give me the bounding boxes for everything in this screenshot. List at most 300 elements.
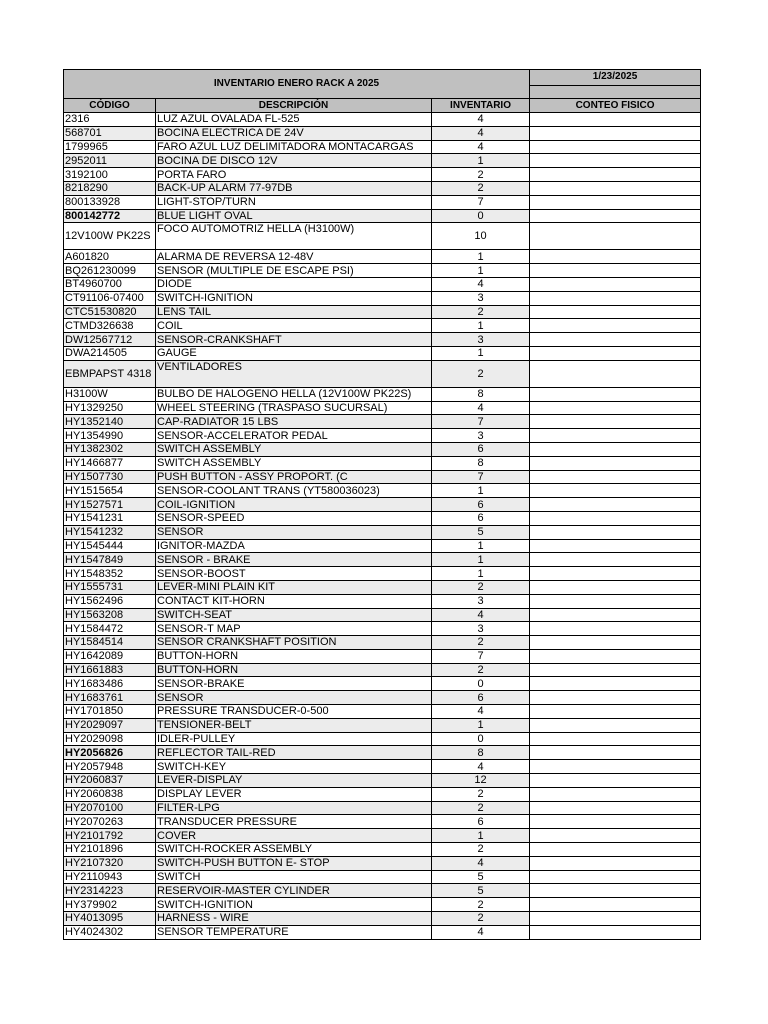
table-row	[64, 360, 701, 387]
inventory-cell: 10	[432, 223, 530, 250]
description-cell: SENSOR (MULTIPLE DE ESCAPE PSI)	[156, 264, 432, 278]
physical-count-cell	[530, 140, 701, 154]
table-row	[64, 525, 701, 539]
code-cell: HY2070100	[64, 801, 156, 815]
table-row	[64, 705, 701, 719]
inventory-cell: 7	[432, 649, 530, 663]
code-cell: 2952011	[64, 154, 156, 168]
inventory-cell: 1	[432, 346, 530, 360]
inventory-cell: 1	[432, 319, 530, 333]
table-row	[64, 898, 701, 912]
sheet-date: 1/23/2025	[530, 70, 701, 86]
physical-count-cell	[530, 360, 701, 387]
inventory-cell: 4	[432, 925, 530, 939]
code-cell: HY2056826	[64, 746, 156, 760]
inventory-cell: 6	[432, 511, 530, 525]
inventory-cell: 4	[432, 705, 530, 719]
code-cell: 800133928	[64, 195, 156, 209]
table-row	[64, 884, 701, 898]
description-cell: SWITCH-ROCKER ASSEMBLY	[156, 843, 432, 857]
physical-count-cell	[530, 250, 701, 264]
physical-count-cell	[530, 746, 701, 760]
description-cell: BACK-UP ALARM 77-97DB	[156, 181, 432, 195]
code-cell: HY1545444	[64, 539, 156, 553]
physical-count-cell	[530, 305, 701, 319]
table-row	[64, 291, 701, 305]
code-cell: HY2101792	[64, 829, 156, 843]
table-row	[64, 195, 701, 209]
physical-count-cell	[530, 429, 701, 443]
inventory-cell: 5	[432, 525, 530, 539]
description-cell: LIGHT-STOP/TURN	[156, 195, 432, 209]
code-cell: HY1382302	[64, 442, 156, 456]
code-cell: HY2060838	[64, 787, 156, 801]
physical-count-cell	[530, 126, 701, 140]
inventory-table	[63, 69, 701, 940]
table-row	[64, 140, 701, 154]
code-cell: EBMPAPST 4318	[64, 360, 156, 387]
inventory-cell: 4	[432, 113, 530, 127]
inventory-cell: 2	[432, 843, 530, 857]
table-row	[64, 829, 701, 843]
code-cell: HY1584514	[64, 636, 156, 650]
description-cell: TENSIONER-BELT	[156, 718, 432, 732]
description-cell: CONTACT KIT-HORN	[156, 594, 432, 608]
sheet-title: INVENTARIO ENERO RACK A 2025	[64, 70, 530, 99]
physical-count-cell	[530, 498, 701, 512]
code-cell: HY1562496	[64, 594, 156, 608]
code-cell: 1799965	[64, 140, 156, 154]
physical-count-cell	[530, 801, 701, 815]
inventory-cell: 1	[432, 718, 530, 732]
physical-count-cell	[530, 898, 701, 912]
physical-count-cell	[530, 870, 701, 884]
description-cell: DIODE	[156, 277, 432, 291]
description-cell: BOCINA ELECTRICA DE 24V	[156, 126, 432, 140]
physical-count-cell	[530, 168, 701, 182]
table-row	[64, 912, 701, 926]
inventory-cell: 2	[432, 801, 530, 815]
physical-count-cell	[530, 195, 701, 209]
title-row	[64, 70, 701, 86]
code-cell: HY2101896	[64, 843, 156, 857]
description-cell: IDLER-PULLEY	[156, 732, 432, 746]
physical-count-cell	[530, 843, 701, 857]
code-cell: HY1541232	[64, 525, 156, 539]
table-row	[64, 870, 701, 884]
table-row	[64, 567, 701, 581]
table-row	[64, 622, 701, 636]
inventory-cell: 6	[432, 691, 530, 705]
inventory-table-body	[64, 70, 701, 940]
physical-count-cell	[530, 401, 701, 415]
inventory-cell: 8	[432, 746, 530, 760]
column-header-physical-count: CONTEO FISICO	[530, 99, 701, 113]
inventory-cell: 5	[432, 884, 530, 898]
table-row	[64, 649, 701, 663]
physical-count-cell	[530, 511, 701, 525]
table-row	[64, 277, 701, 291]
physical-count-cell	[530, 539, 701, 553]
description-cell: SENSOR	[156, 691, 432, 705]
inventory-cell: 4	[432, 760, 530, 774]
table-row	[64, 636, 701, 650]
code-cell: A601820	[64, 250, 156, 264]
description-cell: COVER	[156, 829, 432, 843]
inventory-cell: 0	[432, 677, 530, 691]
inventory-cell: 1	[432, 567, 530, 581]
physical-count-cell	[530, 264, 701, 278]
physical-count-cell	[530, 622, 701, 636]
description-cell: LUZ AZUL OVALADA FL-525	[156, 113, 432, 127]
physical-count-cell	[530, 774, 701, 788]
table-row	[64, 305, 701, 319]
inventory-cell: 8	[432, 387, 530, 401]
inventory-cell: 1	[432, 553, 530, 567]
description-cell: LEVER-MINI PLAIN KIT	[156, 580, 432, 594]
inventory-cell: 3	[432, 333, 530, 347]
inventory-cell: 2	[432, 181, 530, 195]
table-row	[64, 223, 701, 250]
description-cell: REFLECTOR TAIL-RED	[156, 746, 432, 760]
inventory-cell: 4	[432, 140, 530, 154]
description-cell: SWITCH	[156, 870, 432, 884]
description-cell: SWITCH ASSEMBLY	[156, 442, 432, 456]
description-cell: SENSOR - BRAKE	[156, 553, 432, 567]
table-row	[64, 774, 701, 788]
inventory-cell: 2	[432, 580, 530, 594]
table-row	[64, 787, 701, 801]
physical-count-cell	[530, 387, 701, 401]
table-row	[64, 387, 701, 401]
table-row	[64, 250, 701, 264]
description-cell: FILTER-LPG	[156, 801, 432, 815]
code-cell: HY1683761	[64, 691, 156, 705]
description-cell: RESERVOIR-MASTER CYLINDER	[156, 884, 432, 898]
table-row	[64, 346, 701, 360]
code-cell: HY1329250	[64, 401, 156, 415]
physical-count-cell	[530, 456, 701, 470]
table-row	[64, 401, 701, 415]
table-row	[64, 663, 701, 677]
description-cell: FOCO AUTOMOTRIZ HELLA (H3100W)	[156, 223, 432, 250]
code-cell: HY1642089	[64, 649, 156, 663]
column-header-description: DESCRIPCIÓN	[156, 99, 432, 113]
physical-count-cell	[530, 649, 701, 663]
description-cell: WHEEL STEERING (TRASPASO SUCURSAL)	[156, 401, 432, 415]
table-row	[64, 415, 701, 429]
inventory-cell: 6	[432, 815, 530, 829]
description-cell: SENSOR-ACCELERATOR PEDAL	[156, 429, 432, 443]
description-cell: SENSOR CRANKSHAFT POSITION	[156, 636, 432, 650]
physical-count-cell	[530, 636, 701, 650]
description-cell: SENSOR	[156, 525, 432, 539]
code-cell: HY2070263	[64, 815, 156, 829]
column-header-code: CÓDIGO	[64, 99, 156, 113]
code-cell: HY1541231	[64, 511, 156, 525]
inventory-cell: 3	[432, 622, 530, 636]
physical-count-cell	[530, 856, 701, 870]
code-cell: HY1354990	[64, 429, 156, 443]
inventory-cell: 4	[432, 401, 530, 415]
description-cell: SWITCH-KEY	[156, 760, 432, 774]
code-cell: HY2060837	[64, 774, 156, 788]
inventory-cell: 1	[432, 264, 530, 278]
physical-count-cell	[530, 594, 701, 608]
physical-count-cell	[530, 415, 701, 429]
description-cell: SENSOR-COOLANT TRANS (YT580036023)	[156, 484, 432, 498]
inventory-cell: 2	[432, 168, 530, 182]
description-cell: LENS TAIL	[156, 305, 432, 319]
code-cell: HY1701850	[64, 705, 156, 719]
description-cell: SWITCH-IGNITION	[156, 291, 432, 305]
table-row	[64, 456, 701, 470]
physical-count-cell	[530, 829, 701, 843]
table-row	[64, 760, 701, 774]
description-cell: SENSOR-BRAKE	[156, 677, 432, 691]
physical-count-cell	[530, 333, 701, 347]
table-row	[64, 608, 701, 622]
physical-count-cell	[530, 787, 701, 801]
description-cell: CAP-RADIATOR 15 LBS	[156, 415, 432, 429]
code-cell: HY1683486	[64, 677, 156, 691]
blank-header-cell	[530, 85, 701, 98]
code-cell: CTMD326638	[64, 319, 156, 333]
code-cell: HY2057948	[64, 760, 156, 774]
inventory-cell: 4	[432, 608, 530, 622]
description-cell: ALARMA DE REVERSA 12-48V	[156, 250, 432, 264]
description-cell: BULBO DE HALOGENO HELLA (12V100W PK22S)	[156, 387, 432, 401]
inventory-cell: 5	[432, 870, 530, 884]
inventory-cell: 2	[432, 636, 530, 650]
table-row	[64, 539, 701, 553]
physical-count-cell	[530, 815, 701, 829]
inventory-cell: 0	[432, 732, 530, 746]
physical-count-cell	[530, 608, 701, 622]
physical-count-cell	[530, 154, 701, 168]
code-cell: HY1584472	[64, 622, 156, 636]
physical-count-cell	[530, 718, 701, 732]
description-cell: SENSOR-SPEED	[156, 511, 432, 525]
code-cell: BQ261230099	[64, 264, 156, 278]
table-row	[64, 484, 701, 498]
inventory-cell: 1	[432, 829, 530, 843]
code-cell: H3100W	[64, 387, 156, 401]
code-cell: HY2107320	[64, 856, 156, 870]
code-cell: 568701	[64, 126, 156, 140]
code-cell: HY1547849	[64, 553, 156, 567]
inventory-cell: 8	[432, 456, 530, 470]
physical-count-cell	[530, 884, 701, 898]
physical-count-cell	[530, 567, 701, 581]
column-header-row	[64, 99, 701, 113]
code-cell: DWA214505	[64, 346, 156, 360]
code-cell: 2316	[64, 113, 156, 127]
inventory-cell: 6	[432, 442, 530, 456]
description-cell: SWITCH ASSEMBLY	[156, 456, 432, 470]
table-row	[64, 843, 701, 857]
description-cell: GAUGE	[156, 346, 432, 360]
table-row	[64, 746, 701, 760]
inventory-cell: 2	[432, 912, 530, 926]
description-cell: SENSOR-CRANKSHAFT	[156, 333, 432, 347]
physical-count-cell	[530, 925, 701, 939]
code-cell: HY1661883	[64, 663, 156, 677]
description-cell: IGNITOR-MAZDA	[156, 539, 432, 553]
description-cell: COIL	[156, 319, 432, 333]
physical-count-cell	[530, 223, 701, 250]
table-row	[64, 442, 701, 456]
physical-count-cell	[530, 442, 701, 456]
table-row	[64, 925, 701, 939]
description-cell: FARO AZUL LUZ DELIMITADORA MONTACARGAS	[156, 140, 432, 154]
inventory-cell: 12	[432, 774, 530, 788]
description-cell: VENTILADORES	[156, 360, 432, 387]
physical-count-cell	[530, 553, 701, 567]
physical-count-cell	[530, 760, 701, 774]
inventory-cell: 7	[432, 195, 530, 209]
table-row	[64, 594, 701, 608]
physical-count-cell	[530, 346, 701, 360]
description-cell: BUTTON-HORN	[156, 649, 432, 663]
physical-count-cell	[530, 484, 701, 498]
description-cell: PUSH BUTTON - ASSY PROPORT. (C	[156, 470, 432, 484]
physical-count-cell	[530, 113, 701, 127]
description-cell: COIL-IGNITION	[156, 498, 432, 512]
description-cell: BOCINA DE DISCO 12V	[156, 154, 432, 168]
physical-count-cell	[530, 319, 701, 333]
code-cell: HY1548352	[64, 567, 156, 581]
table-row	[64, 553, 701, 567]
physical-count-cell	[530, 677, 701, 691]
code-cell: CT91106-07400	[64, 291, 156, 305]
inventory-cell: 0	[432, 209, 530, 223]
code-cell: HY1563208	[64, 608, 156, 622]
table-row	[64, 498, 701, 512]
code-cell: HY2029098	[64, 732, 156, 746]
description-cell: LEVER-DISPLAY	[156, 774, 432, 788]
inventory-cell: 2	[432, 787, 530, 801]
description-cell: SENSOR TEMPERATURE	[156, 925, 432, 939]
description-cell: DISPLAY LEVER	[156, 787, 432, 801]
code-cell: HY2029097	[64, 718, 156, 732]
physical-count-cell	[530, 912, 701, 926]
code-cell: HY2314223	[64, 884, 156, 898]
physical-count-cell	[530, 580, 701, 594]
description-cell: SENSOR-T MAP	[156, 622, 432, 636]
physical-count-cell	[530, 525, 701, 539]
table-row	[64, 732, 701, 746]
description-cell: SENSOR-BOOST	[156, 567, 432, 581]
inventory-cell: 2	[432, 305, 530, 319]
table-row	[64, 718, 701, 732]
code-cell: HY1527571	[64, 498, 156, 512]
table-row	[64, 429, 701, 443]
physical-count-cell	[530, 181, 701, 195]
inventory-cell: 2	[432, 898, 530, 912]
table-row	[64, 691, 701, 705]
table-row	[64, 264, 701, 278]
code-cell: DW12567712	[64, 333, 156, 347]
code-cell: BT4960700	[64, 277, 156, 291]
inventory-cell: 4	[432, 126, 530, 140]
physical-count-cell	[530, 209, 701, 223]
table-row	[64, 319, 701, 333]
table-row	[64, 181, 701, 195]
code-cell: HY1466877	[64, 456, 156, 470]
table-row	[64, 209, 701, 223]
table-row	[64, 470, 701, 484]
table-row	[64, 801, 701, 815]
inventory-cell: 7	[432, 415, 530, 429]
inventory-cell: 1	[432, 250, 530, 264]
code-cell: 800142772	[64, 209, 156, 223]
code-cell: HY1515654	[64, 484, 156, 498]
inventory-cell: 1	[432, 484, 530, 498]
description-cell: BUTTON-HORN	[156, 663, 432, 677]
inventory-cell: 3	[432, 291, 530, 305]
code-cell: HY4013095	[64, 912, 156, 926]
description-cell: SWITCH-SEAT	[156, 608, 432, 622]
code-cell: 3192100	[64, 168, 156, 182]
inventory-cell: 4	[432, 277, 530, 291]
table-row	[64, 856, 701, 870]
code-cell: 8218290	[64, 181, 156, 195]
table-row	[64, 677, 701, 691]
table-row	[64, 126, 701, 140]
inventory-cell: 2	[432, 663, 530, 677]
column-header-inventory: INVENTARIO	[432, 99, 530, 113]
inventory-cell: 2	[432, 360, 530, 387]
table-row	[64, 815, 701, 829]
inventory-cell: 1	[432, 539, 530, 553]
description-cell: SWITCH-PUSH BUTTON E- STOP	[156, 856, 432, 870]
code-cell: HY379902	[64, 898, 156, 912]
table-row	[64, 333, 701, 347]
code-cell: HY1352140	[64, 415, 156, 429]
description-cell: SWITCH-IGNITION	[156, 898, 432, 912]
code-cell: HY2110943	[64, 870, 156, 884]
inventory-cell: 1	[432, 154, 530, 168]
physical-count-cell	[530, 732, 701, 746]
table-row	[64, 511, 701, 525]
physical-count-cell	[530, 277, 701, 291]
description-cell: TRANSDUCER PRESSURE	[156, 815, 432, 829]
code-cell: CTC51530820	[64, 305, 156, 319]
code-cell: HY1507730	[64, 470, 156, 484]
table-row	[64, 580, 701, 594]
description-cell: HARNESS - WIRE	[156, 912, 432, 926]
description-cell: PORTA FARO	[156, 168, 432, 182]
table-row	[64, 168, 701, 182]
physical-count-cell	[530, 470, 701, 484]
code-cell: 12V100W PK22S	[64, 223, 156, 250]
inventory-cell: 6	[432, 498, 530, 512]
inventory-cell: 3	[432, 429, 530, 443]
table-row	[64, 113, 701, 127]
inventory-cell: 4	[432, 856, 530, 870]
code-cell: HY1555731	[64, 580, 156, 594]
table-row	[64, 154, 701, 168]
physical-count-cell	[530, 705, 701, 719]
physical-count-cell	[530, 691, 701, 705]
code-cell: HY4024302	[64, 925, 156, 939]
inventory-cell: 3	[432, 594, 530, 608]
inventory-cell: 7	[432, 470, 530, 484]
description-cell: BLUE LIGHT OVAL	[156, 209, 432, 223]
description-cell: PRESSURE TRANSDUCER-0-500	[156, 705, 432, 719]
physical-count-cell	[530, 291, 701, 305]
